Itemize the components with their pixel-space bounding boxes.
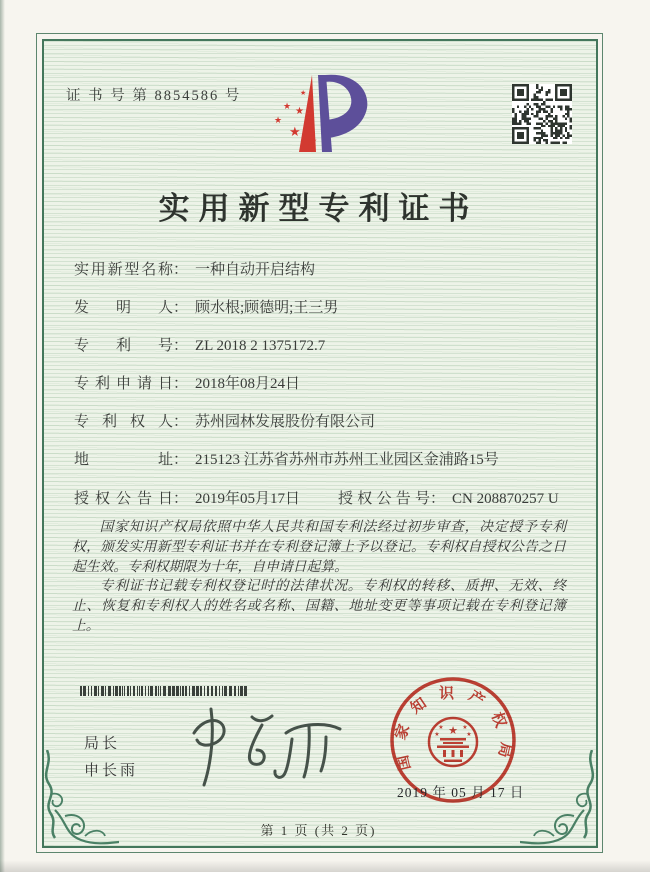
field-label: 授权公告日 bbox=[74, 491, 173, 507]
field-grant-info: 授权公告日： 2019年05月17日 授权公告号： CN 208870257 U bbox=[74, 487, 559, 508]
page-number: 第 1 页 (共 2 页) bbox=[260, 823, 377, 838]
certificate-title: 实用新型专利证书 bbox=[158, 191, 479, 226]
field-label: 授权公告号 bbox=[338, 491, 431, 507]
legal-paragraph-1: 国家知识产权局依照中华人民共和国专利法经过初步审查，决定授予专利权，颁发实用新型专利证书并在专利登记簿上予以登记。专利权自授权公告之日起生效。专利权期限为十年，自申请日起算。 bbox=[72, 519, 566, 574]
paper-edge bbox=[0, 0, 5, 872]
field-value: 215123 江苏省苏州市苏州工业园区金浦路15号 bbox=[195, 452, 499, 468]
field-value: 2018年08月24日 bbox=[195, 376, 301, 392]
field-inventors: 发明人： 顾水根;顾德明;王三男 bbox=[74, 296, 338, 317]
field-label: 地址 bbox=[74, 452, 173, 468]
logo-star-icon: ★ bbox=[295, 106, 304, 117]
field-value: 一种自动开启结构 bbox=[195, 262, 316, 278]
field-patentee: 专利权人： 苏州园林发展股份有限公司 bbox=[74, 410, 375, 431]
seal-date: 2019 年 05 月 17 日 bbox=[397, 785, 525, 800]
paper-shadow bbox=[0, 860, 650, 872]
svg-text:★: ★ bbox=[462, 725, 468, 731]
logo-star-icon: ★ bbox=[283, 101, 292, 111]
logo-p-stem bbox=[318, 75, 332, 152]
logo-star-icon: ★ bbox=[305, 135, 318, 150]
national-emblem-icon bbox=[429, 718, 477, 766]
barcode bbox=[80, 686, 252, 696]
field-filing-date: 专利申请日： 2018年08月24日 bbox=[74, 372, 300, 393]
logo-star-icon: ★ bbox=[300, 89, 307, 97]
legal-paragraph-2: 专利证书记载专利权登记时的法律状况。专利权的转移、质押、无效、终止、恢复和专利权人的姓名或名称、国籍、地址变更等事项记载在专利登记簿上。 bbox=[72, 578, 566, 633]
field-label: 专利申请日 bbox=[74, 376, 173, 392]
field-value: ZL 2018 2 1375172.7 bbox=[195, 338, 326, 354]
field-label: 专利号 bbox=[74, 338, 173, 354]
field-address: 地址： 215123 江苏省苏州市苏州工业园区金浦路15号 bbox=[74, 448, 499, 469]
qr-code bbox=[512, 84, 572, 144]
field-value: 顾水根;顾德明;王三男 bbox=[195, 300, 339, 316]
director-name: 申长雨 bbox=[84, 763, 139, 779]
director-title: 局长 bbox=[84, 736, 121, 752]
svg-text:★: ★ bbox=[448, 725, 458, 737]
field-value: 苏州园林发展股份有限公司 bbox=[195, 414, 376, 430]
logo-p-bowl bbox=[325, 75, 367, 138]
svg-text:★: ★ bbox=[466, 732, 472, 738]
seal-text: 国家知识产权局 bbox=[392, 685, 514, 772]
field-label: 专利权人 bbox=[74, 414, 173, 430]
field-value: CN 208870257 U bbox=[452, 491, 559, 507]
svg-text:★: ★ bbox=[434, 732, 440, 738]
director-signature bbox=[178, 703, 363, 796]
field-utility-model-name: 实用新型名称： 一种自动开启结构 bbox=[74, 258, 315, 279]
field-value: 2019年05月17日 bbox=[195, 491, 301, 507]
svg-text:★: ★ bbox=[438, 725, 444, 731]
field-patent-number: 专利号： ZL 2018 2 1375172.7 bbox=[74, 334, 325, 355]
field-label: 发明人 bbox=[74, 300, 173, 316]
legal-text bbox=[72, 517, 566, 636]
field-label: 实用新型名称 bbox=[74, 262, 173, 278]
cnipa-logo-graphic bbox=[250, 72, 400, 174]
cnipa-logo bbox=[250, 72, 400, 174]
logo-star-icon: ★ bbox=[274, 115, 283, 125]
logo-star-icon: ★ bbox=[289, 124, 301, 139]
certificate-number: 证 书 号 第 8854586 号 bbox=[66, 88, 242, 104]
